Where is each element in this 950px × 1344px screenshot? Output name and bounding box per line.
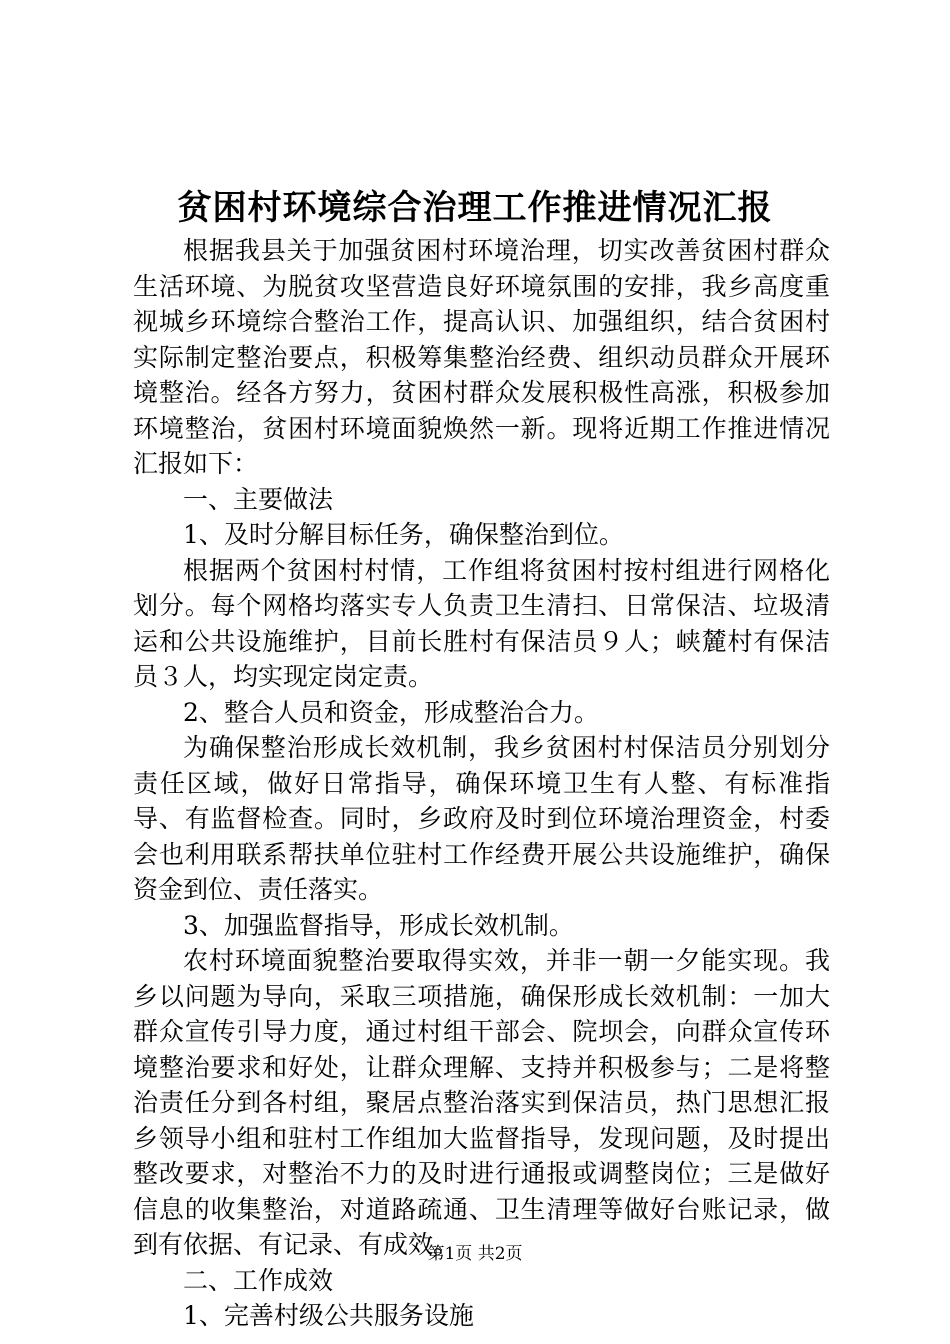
paragraph-cleaner-responsibility: 为确保整治形成长效机制，我乡贫困村村保洁员分别划分责任区域，做好日常指导，确保环境卫生有人整、有标准指导、有监督检查。同时，乡政府及时到位环境治理资金，村委会也利用联系帮扶单位驻村工作经费开展公共设施维护，确保资金到位、责任落实。	[133, 733, 830, 904]
document-body	[133, 233, 830, 1334]
intro-paragraph: 根据我县关于加强贫困村环境治理，切实改善贫困村群众生活环境、为脱贫攻坚营造良好环境氛围的安排，我乡高度重视城乡环境综合整治工作，提高认识、加强组织，结合贫困村实际制定整治要点，积极筹集整治经费、组织动员群众开展环境整治。经各方努力，贫困村群众发展积极性高涨，积极参加环境整治，贫困村环境面貌焕然一新。现将近期工作推进情况汇报如下：	[133, 236, 830, 478]
page-number-footer: 第1页 共2页	[427, 1244, 523, 1264]
section-heading-results: 二、工作成效	[183, 1265, 334, 1295]
subheading-public-facilities: 1、完善村级公共服务设施	[183, 1301, 474, 1330]
subheading-integrate-resources: 2、整合人员和资金，形成整治合力。	[183, 697, 599, 727]
paragraph-three-measures: 农村环境面貌整治要取得实效，并非一朝一夕能实现。我乡以问题为导向，采取三项措施，确保形成长效机制：一加大群众宣传引导力度，通过村组干部会、院坝会，向群众宣传环境整治要求和好处，让群众理解、支持并积极参与；二是将整治责任分到各村组，聚居点整治落实到保洁员，热门思想汇报乡领导小组和驻村工作组加大监督指导，发现问题，及时提出整改要求，对整治不力的及时进行通报或调整岗位；三是做好信息的收集整治，对道路疏通、卫生清理等做好台账记录，做到有依据、有记录、有成效。	[133, 946, 830, 1259]
document-title: 贫困村环境综合治理工作推进情况汇报	[177, 188, 773, 228]
section-heading-main-practices: 一、主要做法	[183, 484, 334, 514]
subheading-decompose-targets: 1、及时分解目标任务，确保整治到位。	[183, 520, 624, 549]
subheading-supervision: 3、加强监督指导，形成长效机制。	[183, 910, 574, 940]
paragraph-grid-division: 根据两个贫困村村情，工作组将贫困村按村组进行网格化划分。每个网格均落实专人负责卫生清扫、日常保洁、垃圾清运和公共设施维护，目前长胜村有保洁员９人；峡麓村有保洁员３人，均实现定岗定责。	[133, 555, 830, 691]
